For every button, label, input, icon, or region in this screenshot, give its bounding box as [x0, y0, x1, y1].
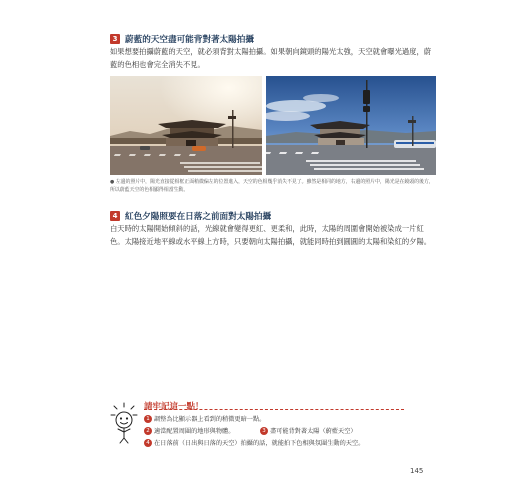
- photo-blue-sky-palace: [266, 76, 436, 175]
- section-4-title: 紅色夕陽照要在日落之前面對太陽拍攝: [125, 212, 272, 222]
- section-3-heading: [110, 33, 254, 45]
- photo-caption: [110, 179, 435, 194]
- photo-backlit-palace: [110, 76, 262, 175]
- section-3-number-badge: 3: [110, 34, 120, 44]
- tip-divider: [144, 409, 404, 410]
- photo-backlit-palace-image: [110, 76, 262, 175]
- tip-item-2-text: 適當配置周圍的地形與物體。: [154, 428, 235, 435]
- photo-blue-sky-palace-image: [266, 76, 436, 175]
- tip-item-1-text: 調整為比顯示器上看到的稍微更暗一點。: [154, 416, 266, 423]
- tip-item-4: [144, 438, 364, 447]
- section-4-number-badge: 4: [110, 211, 120, 221]
- section-3-body: 如果想要拍攝蔚藍的天空，就必須背對太陽拍攝。如果朝向鏡頭的陽光太強，天空就會曝光過度，蔚藍的色相也會完全消失不見。: [110, 47, 432, 69]
- section-3-title: 蔚藍的天空盡可能背對著太陽拍攝: [125, 35, 254, 45]
- tip-item-3-number: 3: [260, 427, 268, 435]
- section-4-body: 白天時的太陽開始傾斜的話，光線就會變得更紅、更柔和，此時，太陽的周圍會開始被染成一片紅色。太陽接近地平線或水平線上方時，只要朝向太陽拍攝，就能同時拍到圓圓的太陽和染紅的夕陽。: [110, 224, 432, 246]
- tip-item-4-number: 4: [144, 439, 152, 447]
- tip-item-4-text: 在日落前（日出與日落的天空）拍攝的話，就能拍下色相與氛圍生動的天空。: [154, 440, 365, 447]
- tip-item-3-text: 盡可能背對著太陽（蔚藍天空）: [270, 428, 357, 435]
- idea-person-icon: [110, 402, 138, 444]
- tip-item-3: [260, 426, 357, 435]
- tip-item-1: [144, 414, 265, 423]
- tip-item-2: [144, 426, 234, 435]
- section-4-heading: [110, 210, 271, 222]
- tip-item-1-number: 1: [144, 415, 152, 423]
- tip-item-2-number: 2: [144, 427, 152, 435]
- caption-text: 左邊的照片中，陽光直接從相框正面稍微偏左的位置進入，天空的色相幾乎消失不見了。雖然是相同的地方，右邊的照片中，陽光是在鏡頭的後方，所以蔚藍天空的色相顯得相當生動。: [110, 179, 434, 193]
- caption-bullet-icon: ●: [110, 179, 116, 185]
- tip-title: 請牢記這一點！: [144, 402, 204, 412]
- page-number: 145: [410, 467, 424, 475]
